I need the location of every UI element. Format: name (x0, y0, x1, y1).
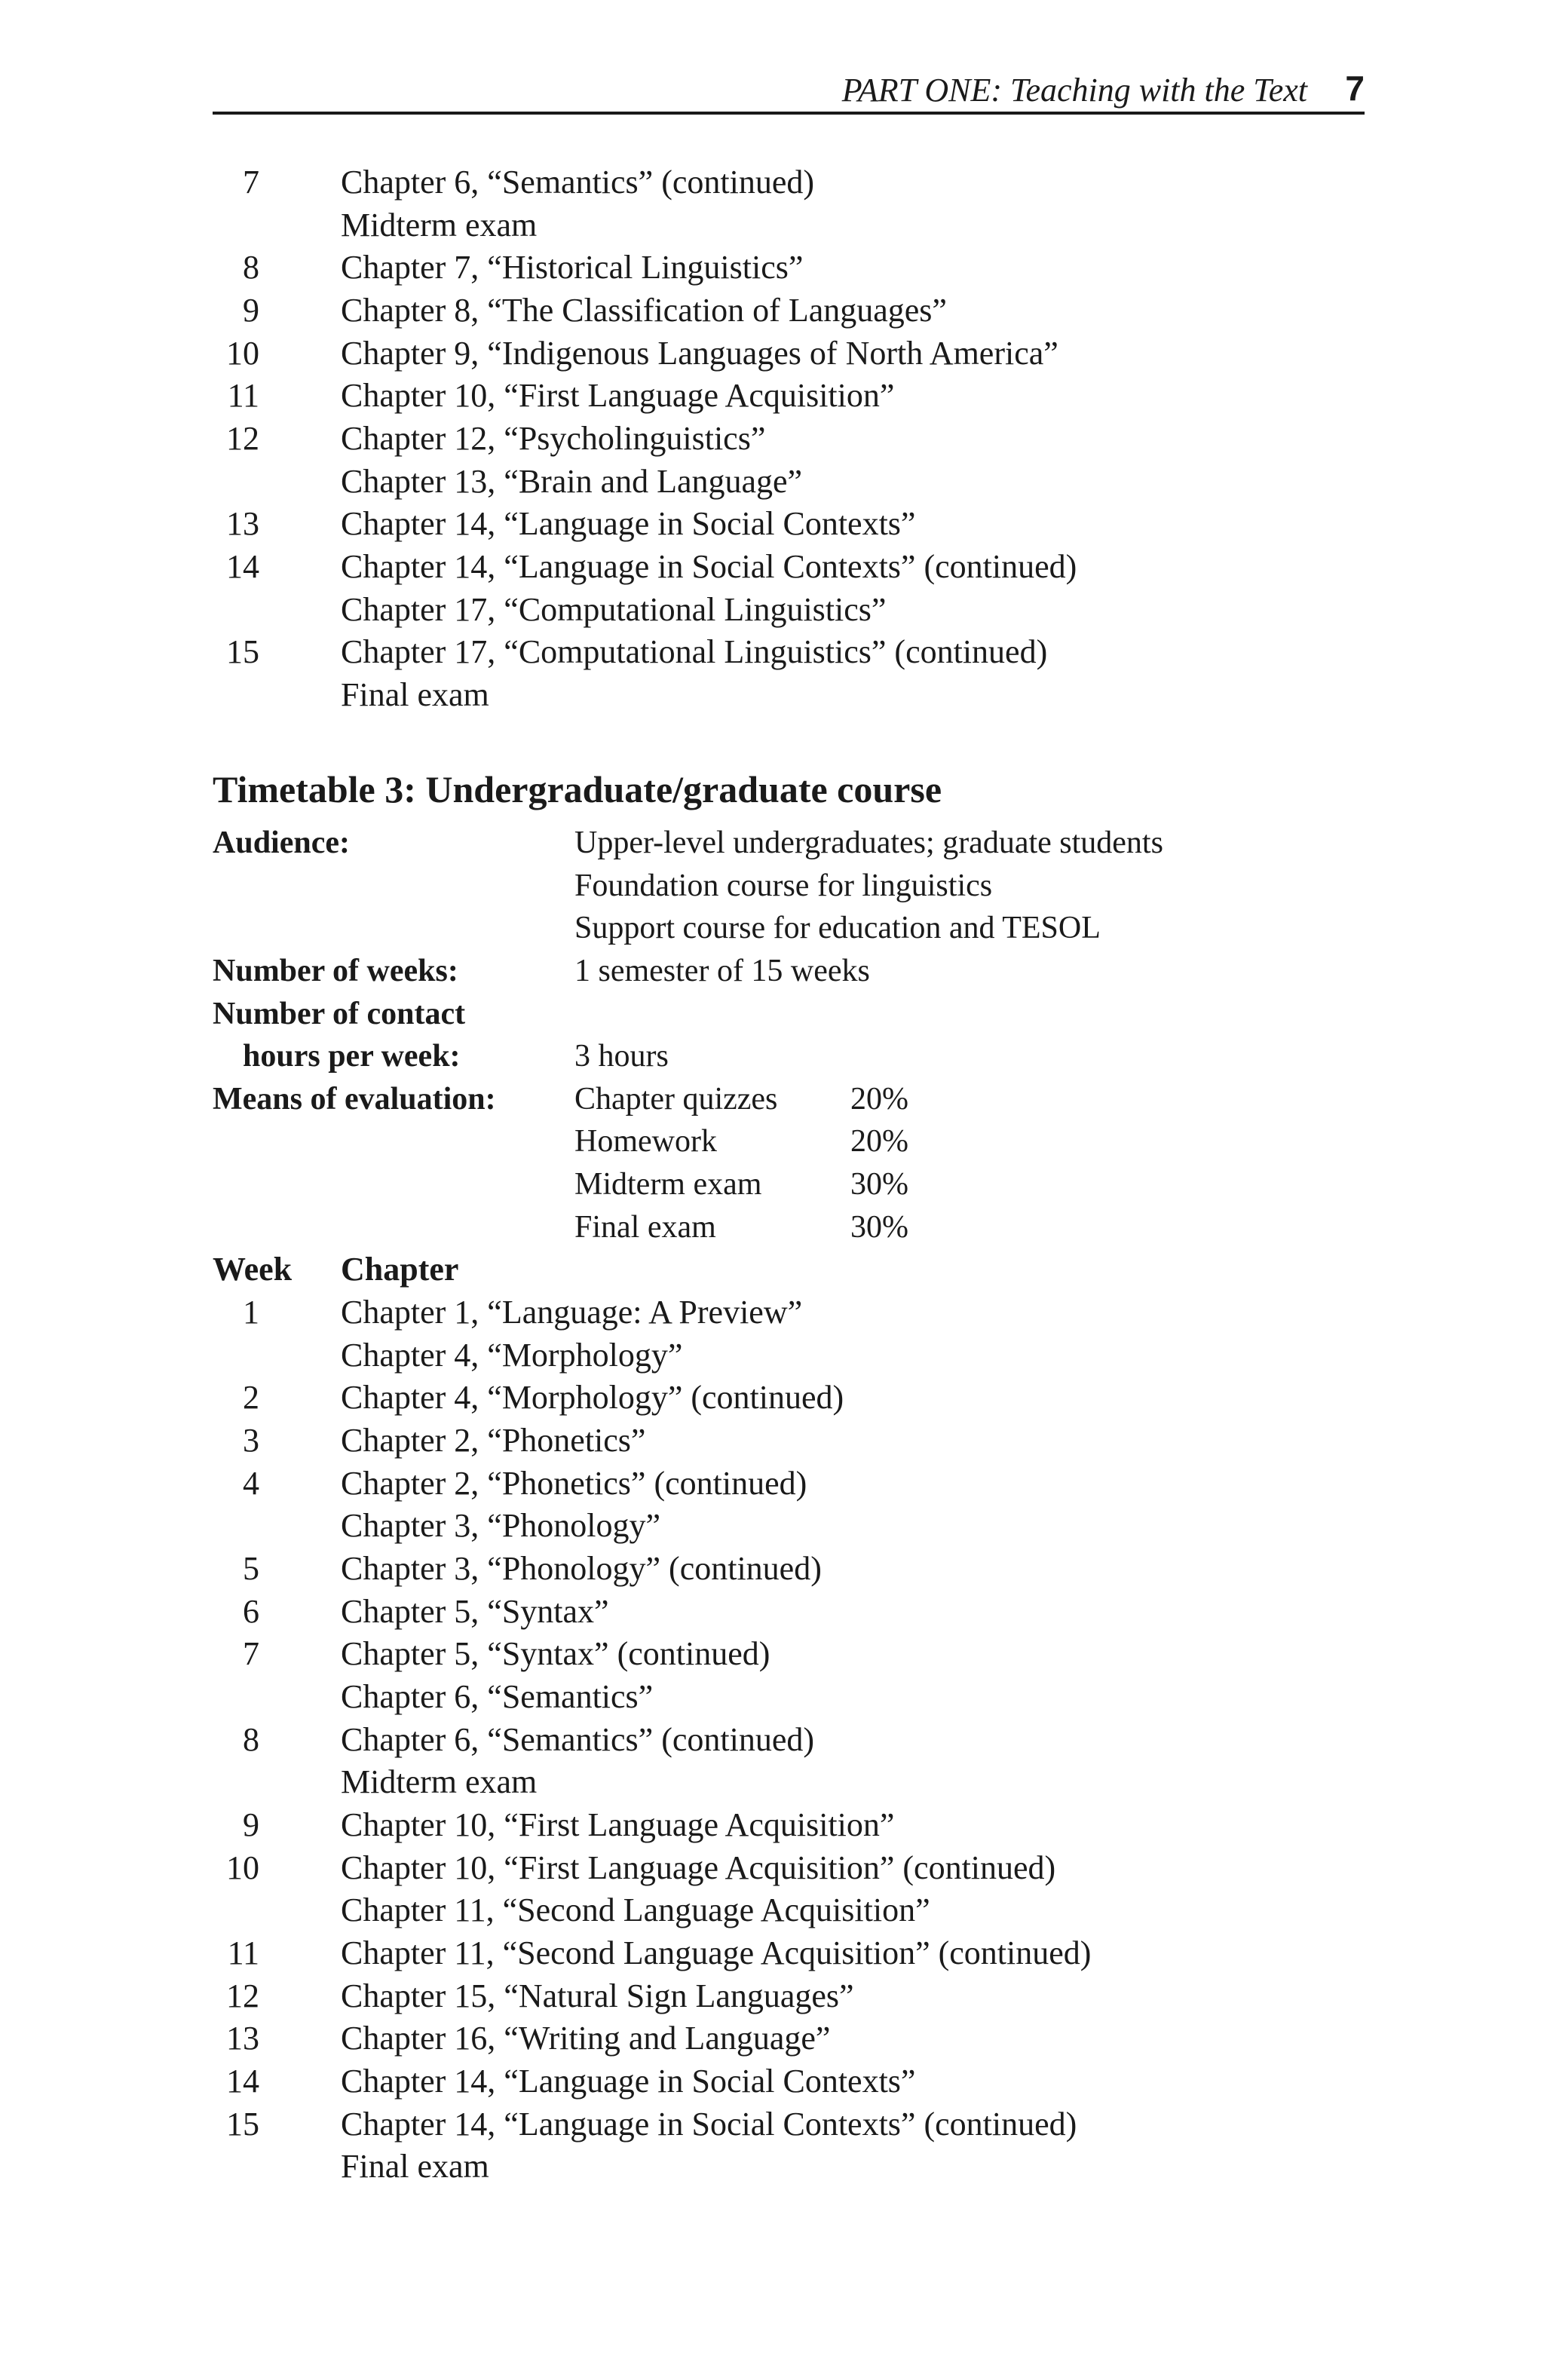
audience-value: Foundation course for linguistics (574, 868, 993, 903)
chapter-entry: Chapter 17, “Computational Linguistics” (341, 591, 887, 628)
chapter-entry: Midterm exam (341, 207, 538, 244)
chapter-entry: Chapter 14, “Language in Social Contexts” (continued) (341, 2106, 1077, 2143)
chapter-entry: Chapter 5, “Syntax” (continued) (341, 1635, 770, 1672)
week-number: 10 (226, 335, 259, 372)
chapter-entry: Midterm exam (341, 1763, 538, 1800)
chapter-entry: Chapter 5, “Syntax” (341, 1593, 609, 1630)
week-number: 10 (226, 1849, 259, 1886)
chapter-column-header: Chapter (341, 1251, 459, 1288)
contact-hours-label: Number of contact (213, 997, 466, 1031)
chapter-entry: Chapter 13, “Brain and Language” (341, 463, 803, 500)
evaluation-item: Chapter quizzes (574, 1082, 778, 1116)
timetable-3-heading: Timetable 3: Undergraduate/graduate course (213, 768, 942, 810)
week-number: 7 (243, 164, 259, 201)
chapter-entry: Chapter 17, “Computational Linguistics” (continued) (341, 633, 1048, 670)
chapter-entry: Chapter 1, “Language: A Preview” (341, 1294, 803, 1331)
chapter-entry: Chapter 3, “Phonology” (continued) (341, 1550, 822, 1587)
week-number: 15 (226, 633, 259, 670)
evaluation-item: Midterm exam (574, 1167, 762, 1202)
chapter-entry: Chapter 2, “Phonetics” (continued) (341, 1465, 807, 1502)
weeks-value: 1 semester of 15 weeks (574, 954, 870, 988)
week-number: 6 (243, 1593, 259, 1630)
chapter-entry: Chapter 11, “Second Language Acquisition” (continued) (341, 1934, 1092, 1971)
week-number: 13 (226, 505, 259, 542)
week-number: 3 (243, 1422, 259, 1459)
contact-hours-label: hours per week: (243, 1039, 461, 1074)
chapter-entry: Chapter 8, “The Classification of Languages” (341, 292, 947, 329)
contact-hours-value: 3 hours (574, 1039, 669, 1074)
week-number: 11 (227, 1934, 259, 1971)
chapter-entry: Chapter 16, “Writing and Language” (341, 2020, 831, 2057)
chapter-entry: Chapter 9, “Indigenous Languages of North America” (341, 335, 1058, 372)
chapter-entry: Chapter 4, “Morphology” (341, 1337, 683, 1374)
week-number: 15 (226, 2106, 259, 2143)
chapter-entry: Chapter 10, “First Language Acquisition” (341, 1806, 895, 1843)
chapter-entry: Chapter 15, “Natural Sign Languages” (341, 1977, 854, 2014)
week-column-header: Week (213, 1251, 293, 1288)
chapter-entry: Chapter 2, “Phonetics” (341, 1422, 646, 1459)
week-number: 11 (227, 377, 259, 414)
week-number: 14 (226, 2063, 259, 2100)
week-number: 14 (226, 548, 259, 585)
evaluation-percent: 20% (850, 1082, 908, 1116)
audience-value: Upper-level undergraduates; graduate students (574, 825, 1163, 860)
evaluation-item: Homework (574, 1124, 717, 1159)
week-number: 9 (243, 1806, 259, 1843)
chapter-entry: Chapter 4, “Morphology” (continued) (341, 1379, 844, 1416)
evaluation-label: Means of evaluation: (213, 1082, 496, 1116)
week-number: 7 (243, 1635, 259, 1672)
chapter-entry: Chapter 6, “Semantics” (continued) (341, 1721, 815, 1758)
week-number: 9 (243, 292, 259, 329)
chapter-entry: Final exam (341, 676, 489, 713)
chapter-entry: Chapter 3, “Phonology” (341, 1507, 661, 1544)
chapter-entry: Chapter 10, “First Language Acquisition” (continued) (341, 1849, 1056, 1886)
week-number: 4 (243, 1465, 259, 1502)
chapter-entry: Chapter 14, “Language in Social Contexts” (341, 2063, 916, 2100)
evaluation-item: Final exam (574, 1210, 716, 1245)
chapter-entry: Chapter 11, “Second Language Acquisition” (341, 1891, 930, 1928)
audience-value: Support course for education and TESOL (574, 911, 1101, 945)
chapter-entry: Chapter 12, “Psycholinguistics” (341, 420, 766, 457)
week-number: 12 (226, 420, 259, 457)
week-number: 8 (243, 1721, 259, 1758)
chapter-entry: Chapter 14, “Language in Social Contexts” (341, 505, 916, 542)
week-number: 1 (243, 1294, 259, 1331)
evaluation-percent: 30% (850, 1210, 908, 1245)
chapter-entry: Chapter 14, “Language in Social Contexts” (continued) (341, 548, 1077, 585)
chapter-entry: Final exam (341, 2148, 489, 2185)
running-header-title: PART ONE: Teaching with the Text (841, 72, 1307, 109)
week-number: 12 (226, 1977, 259, 2014)
week-number: 2 (243, 1379, 259, 1416)
chapter-entry: Chapter 10, “First Language Acquisition” (341, 377, 895, 414)
evaluation-percent: 30% (850, 1167, 908, 1202)
page-number: 7 (1345, 69, 1365, 108)
week-number: 13 (226, 2020, 259, 2057)
chapter-entry: Chapter 6, “Semantics” (continued) (341, 164, 815, 201)
week-number: 5 (243, 1550, 259, 1587)
running-header (213, 68, 1365, 115)
chapter-entry: Chapter 7, “Historical Linguistics” (341, 249, 804, 286)
weeks-label: Number of weeks: (213, 954, 458, 988)
week-number: 8 (243, 249, 259, 286)
evaluation-percent: 20% (850, 1124, 908, 1159)
audience-label: Audience: (213, 825, 350, 860)
chapter-entry: Chapter 6, “Semantics” (341, 1678, 654, 1715)
